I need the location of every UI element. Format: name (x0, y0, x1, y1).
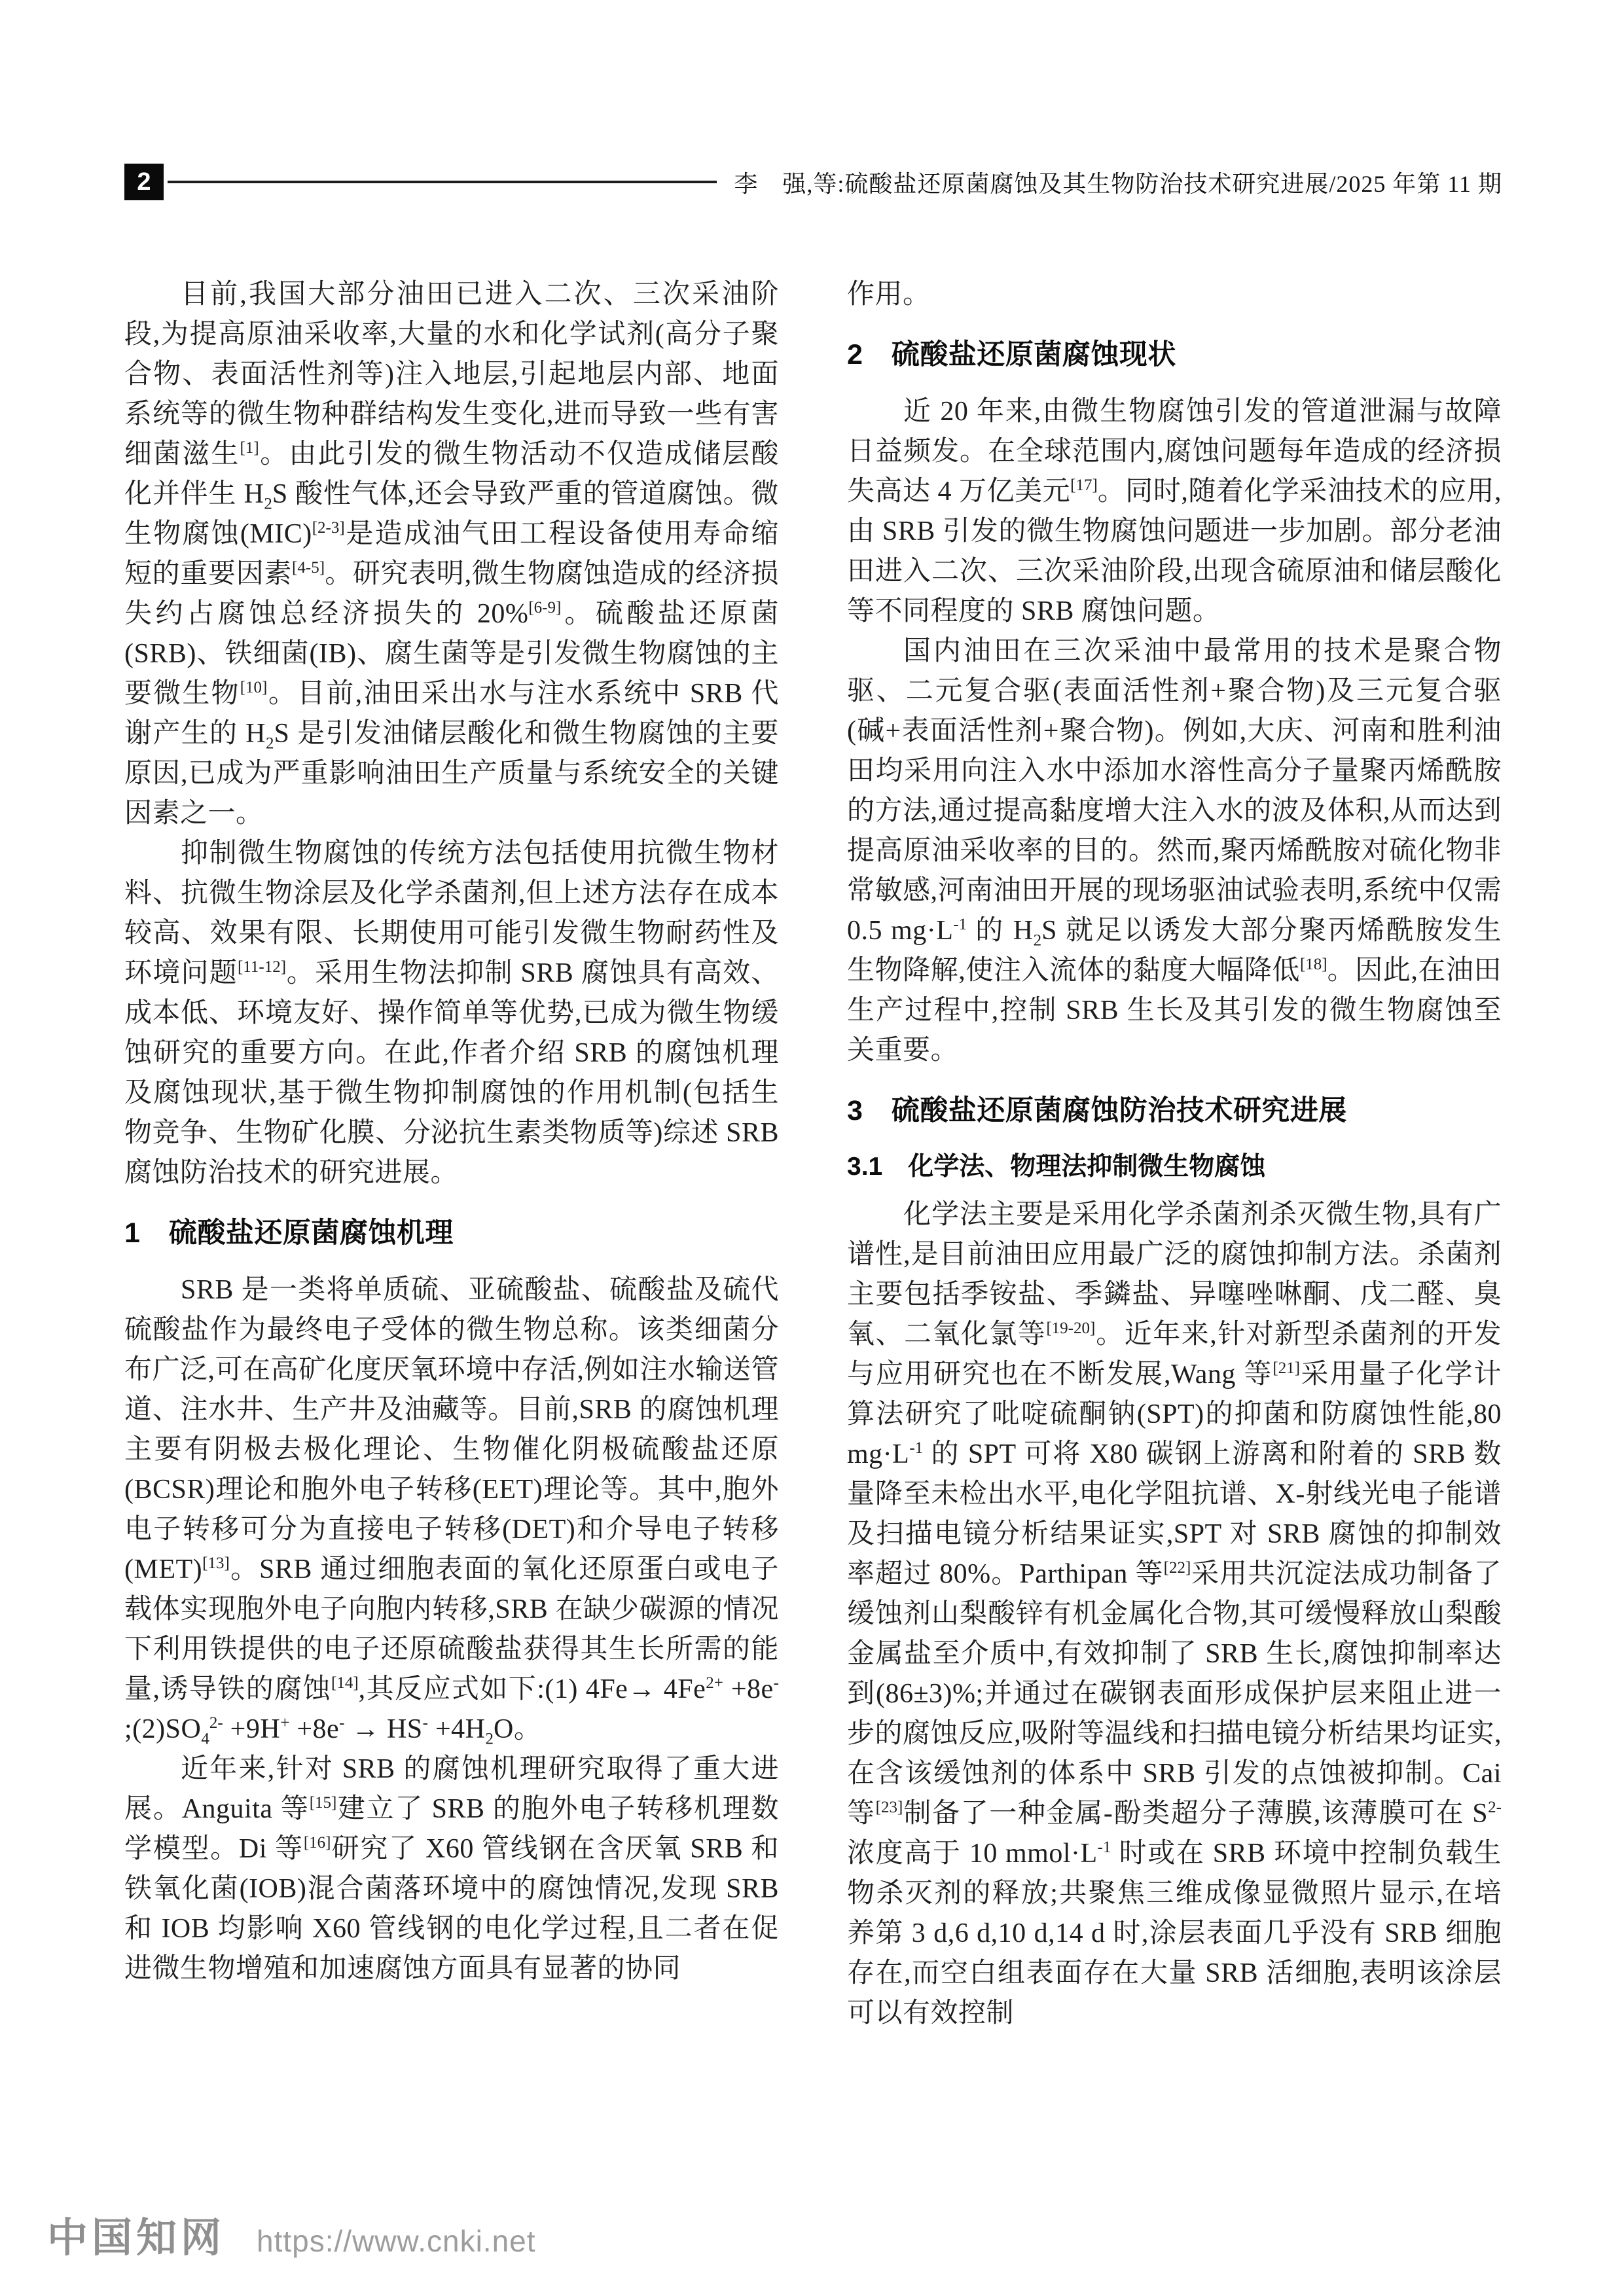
superscript: [18] (1299, 956, 1327, 973)
superscript: [11-12] (237, 958, 287, 976)
paragraph-status-2: 国内油田在三次采油中最常用的技术是聚合物驱、二元复合驱(表面活性剂+聚合物)及三元复合驱(碱+表面活性剂+聚合物)。例如,大庆、河南和胜利油田均采用向注入水中添加水溶性高分子量聚丙烯酰胺的方法,通过提高黏度增大注入水的波及体积,从而达到提高原油采收率的目的。然而,聚丙烯酰胺对硫化物非常敏感,河南油田开展的现场驱油试验表明,系统中仅需 0.5 $mg\cdot L^{-1}$ 的 $H_2S$ 就足以诱发大部分聚丙烯酰胺发生生物降解,使注入流体的黏度大幅降低[18]。因此,在油田生产过程中,控制 SRB 生长及其引发的微生物腐蚀至关重要。 (847, 636, 1502, 1066)
superscript: [1] (240, 439, 259, 457)
page-number: 2 (124, 164, 164, 200)
section-heading-1: 1 硫酸盐还原菌腐蚀机理 (124, 1217, 454, 1249)
section-heading-3: 3 硫酸盐还原菌腐蚀防治技术研究进展 (847, 1095, 1347, 1126)
superscript: - (339, 1714, 345, 1732)
superscript: + (280, 1714, 290, 1732)
superscript: - (773, 1674, 779, 1692)
superscript: [10] (240, 679, 268, 696)
subsection-heading-3-1: 3.1 化学法、物理法抑制微生物腐蚀 (847, 1153, 1266, 1181)
left-column (124, 275, 779, 2034)
superscript: [19-20] (1046, 1319, 1096, 1337)
paragraph-chemical-methods: 化学法主要是采用化学杀菌剂杀灭微生物,具有广谱性,是目前油田应用最广泛的腐蚀抑制方法。杀菌剂主要包括季铵盐、季鏻盐、异噻唑啉酮、戊二醛、臭氧、二氧化氯等[19-20]。近年来,针对新型杀菌剂的开发与应用研究也在不断发展,Wang 等[21]采用量子化学计算法研究了吡啶硫酮钠(SPT)的抑菌和防腐蚀性能,80 $mg\cdot L^{-1}$ 的 SPT 可将 X80 碳钢上游离和附着的 SRB 数量降至未检出水平,电化学阻抗谱、X-射线光电子能谱及扫描电镜分析结果证实,SPT 对 SRB 腐蚀的抑制效率超过 80%。Parthipan 等[22]采用共沉淀法成功制备了缓蚀剂山梨酸锌有机金属化合物,其可缓慢释放山梨酸金属盐至介质中,有效抑制了 SRB 生长,腐蚀抑制率达到(86±3)%;并通过在碳钢表面形成保护层来阻止进一步的腐蚀反应,吸附等温线和扫描电镜分析结果均证实,在含该缓蚀剂的体系中 SRB 引发的点蚀被抑制。Cai 等[23]制备了一种金属-酚类超分子薄膜,该薄膜可在 $S^{2-}$ 浓度高于 10 $mmol\cdot L^{-1}$ 时或在 SRB 环境中控制负载生物杀灭剂的释放;共聚焦三维成像显微照片显示,在培养第 3 d,6 d,10 d,14 d 时,涂层表面几乎没有 SRB 细胞存在,而空白组表面存在大量 SRB 活细胞,表明该涂层可以有效控制 (847, 1200, 1502, 2028)
subscript: 2 (1033, 931, 1042, 950)
superscript: -1 (909, 1439, 924, 1457)
running-title: 李 强,等:硫酸盐还原菌腐蚀及其生物防治技术研究进展/2025 年第 11 期 (734, 170, 1502, 197)
superscript: -1 (953, 916, 967, 933)
superscript: [2-3] (312, 519, 345, 537)
cnki-logo-text: 中国知网 (47, 2215, 226, 2261)
subscript: 4 (201, 1730, 209, 1748)
superscript: [21] (1272, 1359, 1301, 1377)
section-heading-2: 2 硫酸盐还原菌腐蚀现状 (847, 339, 1176, 370)
paragraph-continuation: 作用。 (847, 279, 931, 310)
superscript: 2+ (706, 1674, 723, 1692)
paragraph-mechanism-2: 近年来,针对 SRB 的腐蚀机理研究取得了重大进展。Anguita 等[15]建立了 SRB 的胞外电子转移机理数学模型。Di 等[16]研究了 X60 管线钢在含厌氧 SRB 和铁氧化菌(IOB)混合菌落环境中的腐蚀情况,发现 SRB 和 IOB 均影响 X60 管线钢的电化学过程,且二者在促进微生物增殖和加速腐蚀方面具有显著的协同 (124, 1754, 780, 1984)
paragraph-intro-2: 抑制微生物腐蚀的传统方法包括使用抗微生物材料、抗微生物涂层及化学杀菌剂,但上述方法存在成本较高、效果有限、长期使用可能引发微生物耐药性及环境问题[11-12]。采用生物法抑制 SRB 腐蚀具有高效、成本低、环境友好、操作简单等优势,已成为微生物缓蚀研究的重要方向。在此,作者介绍 SRB 的腐蚀机理及腐蚀现状,基于微生物抑制腐蚀的作用机制(包括生物竞争、生物矿化膜、分泌抗生素类物质等)综述 SRB 腐蚀防治技术的研究进展。 (124, 838, 779, 1188)
superscript: [17] (1070, 476, 1098, 494)
subscript: 2 (264, 495, 272, 513)
superscript: [6-9] (528, 599, 562, 617)
cnki-footer (47, 2205, 536, 2263)
superscript: [13] (202, 1554, 230, 1572)
superscript: [15] (309, 1794, 337, 1812)
article-body (124, 275, 1502, 2034)
paragraph-intro-1: 目前,我国大部分油田已进入二次、三次采油阶段,为提高原油采收率,大量的水和化学试剂(高分子聚合物、表面活性剂等)注入地层,引起地层内部、地面系统等的微生物种群结构发生变化,进而导致一些有害细菌滋生[1]。由此引发的微生物活动不仅造成储层酸化并伴生 $H_2S$ 酸性气体,还会导致严重的管道腐蚀。微生物腐蚀(MIC)[2-3]是造成油气田工程设备使用寿命缩短的重要因素[4-5]。研究表明,微生物腐蚀造成的经济损失约占腐蚀总经济损失的 20%[6-9]。硫酸盐还原菌(SRB)、铁细菌(IB)、腐生菌等是引发微生物腐蚀的主要微生物[10]。目前,油田采出水与注水系统中 SRB 代谢产生的 $H_2S$ 是引发油储层酸化和微生物腐蚀的主要原因,已成为严重影响油田生产质量与系统安全的关键因素之一。 (124, 279, 779, 829)
superscript: -1 (1097, 1839, 1111, 1856)
right-column (847, 275, 1502, 2034)
paragraph-mechanism-1: SRB 是一类将单质硫、亚硫酸盐、硫酸盐及硫代硫酸盐作为最终电子受体的微生物总称。该类细菌分布广泛,可在高矿化度厌氧环境中存活,例如注水输送管道、注水井、生产井及油藏等。目前,SRB 的腐蚀机理主要有阴极去极化理论、生物催化阴极硫酸盐还原(BCSR)理论和胞外电子转移(EET)理论等。其中,胞外电子转移可分为直接电子转移(DET)和介导电子转移(MET)[13]。SRB 通过细胞表面的氧化还原蛋白或电子载体实现胞外电子向胞内转移,SRB 在缺少碳源的情况下利用铁提供的电子还原硫酸盐获得其生长所需的能量,诱导铁的腐蚀[14],其反应式如下:(1) $4Fe\to 4Fe^{2+} +8e^-$ $;(2)SO_4^{2-} +9H^+ +8e^- \to HS^- +4H_2O$。 (124, 1275, 779, 1748)
superscript: - (422, 1714, 428, 1732)
superscript: 2- (1488, 1799, 1502, 1816)
paragraph-status-1: 近 20 年来,由微生物腐蚀引发的管道泄漏与故障日益频发。在全球范围内,腐蚀问题每年造成的经济损失高达 4 万亿美元[17]。同时,随着化学采油技术的应用,由 SRB 引发的微生物腐蚀问题进一步加剧。部分老油田进入二次、三次采油阶段,出现含硫原油和储层酸化等不同程度的 SRB 腐蚀问题。 (847, 397, 1502, 626)
header-rule (168, 181, 717, 183)
superscript: [14] (331, 1674, 359, 1692)
subscript: 2 (266, 734, 274, 753)
subscript: 2 (485, 1730, 494, 1748)
superscript: 2- (209, 1714, 223, 1732)
superscript: [16] (303, 1834, 331, 1852)
superscript: [4-5] (292, 559, 325, 577)
superscript: [22] (1163, 1559, 1191, 1577)
running-header (124, 164, 1502, 200)
cnki-url: https://www.cnki.net (257, 2224, 536, 2258)
superscript: [23] (875, 1799, 903, 1816)
